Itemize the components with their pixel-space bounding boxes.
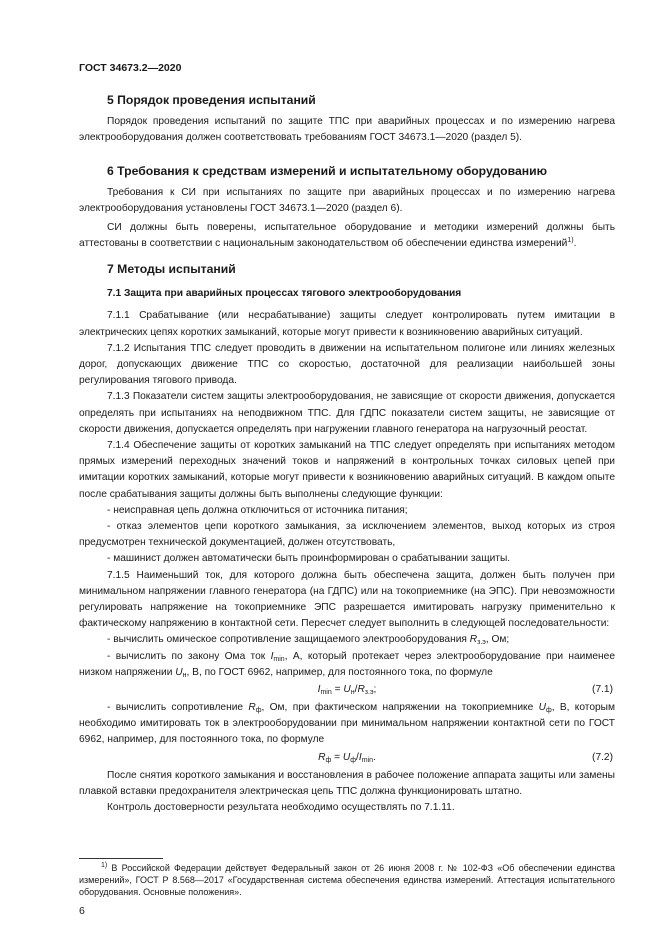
footnote-ref: 1) bbox=[567, 236, 574, 244]
clause-7-1-2: 7.1.2 Испытания ТПС следует проводить в движении на испытательном полигоне или линиях железных дорог, допускающих движение ТПС со скоростью, достаточной для реализации наибольшей зоны регулирования тягового привода. bbox=[79, 342, 615, 387]
section-5 bbox=[79, 92, 615, 147]
page-number: 6 bbox=[79, 905, 85, 917]
section-6-paragraph-2: СИ должны быть поверены, испытательное оборудование и методики измерений должны быть аттестованы в соответствии с национальным законодательством об обеспечении единства измерений$^{1)}$. bbox=[79, 221, 615, 249]
section-6-title: 6 Требования к средствам измерений и испытательному оборудованию bbox=[107, 164, 547, 178]
formula-7-1 bbox=[79, 681, 615, 700]
clause-7-1-1: 7.1.1 Срабатывание (или несрабатывание) защиты следует контролировать путем имитации в электрических цепях коротких замыканий, которые могут привести к возникновению аварийных ситуаций. bbox=[79, 310, 615, 338]
section-7 bbox=[79, 261, 615, 816]
calc-step-1: - вычислить омическое сопротивление защищаемого электрооборудования $R_{з.э}$, Ом; bbox=[107, 634, 510, 647]
formula-7-2 bbox=[79, 749, 615, 768]
footnote bbox=[79, 862, 615, 898]
section-7-title: 7 Методы испытаний bbox=[107, 262, 236, 276]
clause-7-1-4: 7.1.4 Обеспечение защиты от коротких замыканий на ТПС следует определять при испытаниях методом прямых измерений переходных значений токов и напряжений в контрольных точках силовых цепей при имитации коротких замыканий, которые могут привести к возникновению аварийных ситуаций. В каждом опыте после срабатывания защиты должны быть выполнены следующие функции: bbox=[79, 440, 615, 500]
formula-expression: $R_ф = U_ф/I_{min}$. bbox=[318, 751, 376, 764]
paragraph-result-control: Контроль достоверности результата необходимо осуществлять по 7.1.11. bbox=[107, 802, 455, 814]
section-5-paragraph: Порядок проведения испытаний по защите ТПС при аварийных процессах и по измерению нагрева электрооборудования должен соответствовать требованиям ГОСТ 34673.1—2020 (раздел 5). bbox=[79, 116, 615, 144]
list-item: - неисправная цепь должна отключиться от источника питания; bbox=[107, 504, 408, 516]
running-header: ГОСТ 34673.2—2020 bbox=[79, 62, 182, 74]
footnote-separator bbox=[79, 858, 163, 859]
formula-number: (7.1) bbox=[592, 684, 613, 696]
clause-7-1-5: 7.1.5 Наименьший ток, для которого должна быть обеспечена защита, должен быть получен при минимальном напряжении главного генератора (на ГДПС) или на токоприемнике (на ЭПС). При невозможности регулировать напряжение на токоприемнике ЭПС разрешается имитировать нагрузку применительно к фактическому напряжению в контактной сети. Пересчет следует выполнить в следующей последовательности: bbox=[79, 569, 615, 630]
section-6-paragraph-1: Требования к СИ при испытаниях по защите при аварийных процессах и по измерению нагрева электрооборудования установлены ГОСТ 34673.1—2020 (раздел 6). bbox=[79, 187, 615, 215]
subsection-7-1-title: 7.1 Защита при аварийных процессах тягового электрооборудования bbox=[107, 288, 462, 300]
footnote-mark: 1) bbox=[101, 862, 108, 869]
list-item: - машинист должен автоматически быть проинформирован о срабатывании защиты. bbox=[107, 553, 511, 565]
clause-7-1-3: 7.1.3 Показатели систем защиты электрооборудования, не зависящие от скорости движения, допускается определять при испытаниях на неподвижном ТПС. Для ГДПС показатели систем защиты, не зависящие от скорости движения, допускается определять при нагружении главного генератора на нагрузочный реостат. bbox=[79, 391, 615, 435]
paragraph-after-short-circuit: После снятия короткого замыкания и восстановления в рабочее положение аппарата защиты или замены плавкой вставки предохранителя электрическая цепь ТПС должна функционировать штатно. bbox=[79, 769, 615, 797]
section-5-title: 5 Порядок проведения испытаний bbox=[107, 93, 316, 107]
formula-number: (7.2) bbox=[592, 751, 613, 763]
list-item: - отказ элементов цепи короткого замыкания, за исключением элементов, выход которых из строя предусмотрен технической документацией, должен отсутствовать, bbox=[79, 521, 615, 549]
formula-expression: $I_{min} = U_н/R_{з.э}$; bbox=[317, 684, 377, 697]
section-6 bbox=[79, 163, 615, 252]
calc-step-3: - вычислить сопротивление $R_ф$, Ом, при фактическом напряжении на токоприемнике $U_ф$, В, которым необходимо имитировать ток в электрооборудовании при минимальном напряжении контактной сети по ГОСТ 6962, например, для постоянного тока, по формуле bbox=[79, 702, 615, 746]
calc-step-2: - вычислить по закону Ома ток $I_{min}$, А, который протекает через электрооборудование при наименее низком напряжении $U_н$, В, по ГОСТ 6962, например, для постоянного тока, по формуле bbox=[79, 650, 615, 679]
footnote-text: В Российской Федерации действует Федеральный закон от 26 июня 2008 г. № 102-ФЗ «Об обеспечении единства измерений», ГОСТ Р 8.568—2017 «Государственная система обеспечения единства измерений. Аттестация испытательного оборудования. Основные положения». bbox=[79, 863, 615, 897]
